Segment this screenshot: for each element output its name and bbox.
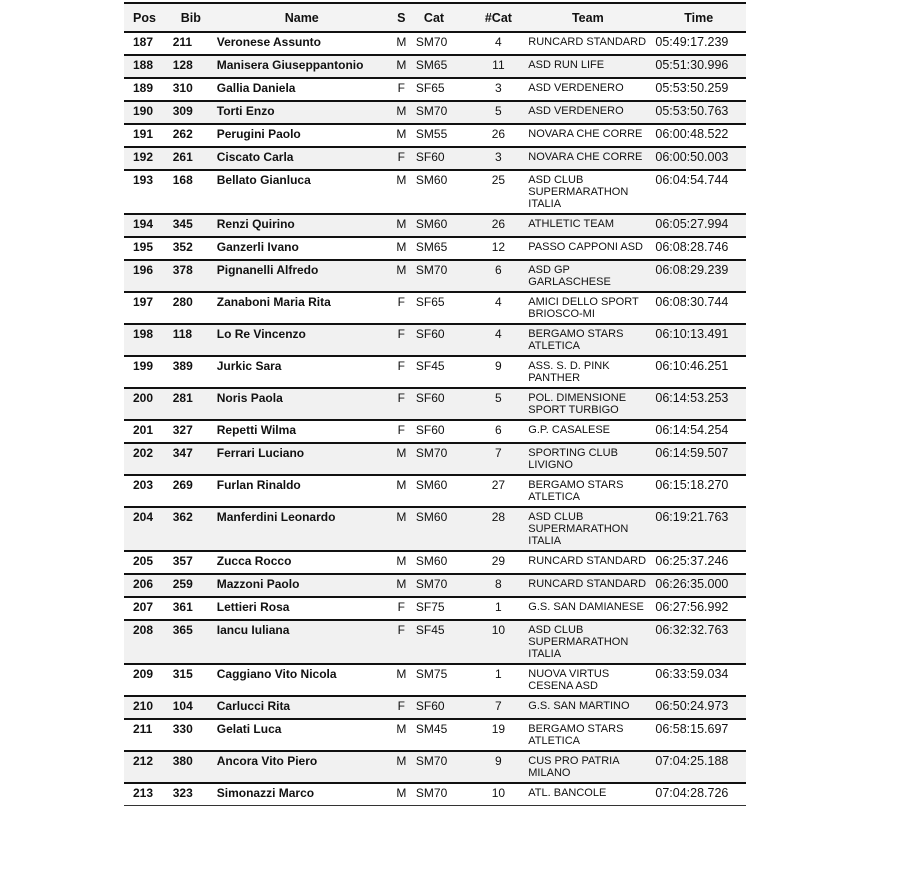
cell-name: Ferrari Luciano: [213, 443, 391, 475]
table-row: [124, 292, 746, 324]
cell-pos: 212: [124, 751, 169, 783]
header-time: Time: [651, 3, 746, 32]
cell-pos: 189: [124, 78, 169, 101]
cell-team: RUNCARD STANDARD: [524, 32, 651, 55]
cell-pos: 206: [124, 574, 169, 597]
table-header-row: [124, 3, 746, 32]
cell-category: SF65: [412, 292, 473, 324]
cell-sex: M: [391, 719, 412, 751]
table-row: [124, 751, 746, 783]
cell-sex: M: [391, 170, 412, 214]
cell-category: SM60: [412, 170, 473, 214]
cell-category-rank: 3: [473, 147, 525, 170]
cell-pos: 192: [124, 147, 169, 170]
cell-bib: 361: [169, 597, 213, 620]
cell-sex: M: [391, 55, 412, 78]
cell-category-rank: 28: [473, 507, 525, 551]
cell-team: ASD RUN LIFE: [524, 55, 651, 78]
cell-category-rank: 10: [473, 620, 525, 664]
cell-category-rank: 1: [473, 597, 525, 620]
cell-time: 06:10:13.491: [651, 324, 746, 356]
cell-bib: 389: [169, 356, 213, 388]
cell-category: SM60: [412, 507, 473, 551]
cell-pos: 187: [124, 32, 169, 55]
cell-team: CUS PRO PATRIA MILANO: [524, 751, 651, 783]
table-row: [124, 420, 746, 443]
cell-team: ASD GP GARLASCHESE: [524, 260, 651, 292]
cell-pos: 196: [124, 260, 169, 292]
cell-category: SM70: [412, 751, 473, 783]
cell-name: Noris Paola: [213, 388, 391, 420]
cell-time: 06:33:59.034: [651, 664, 746, 696]
table-row: [124, 551, 746, 574]
cell-pos: 204: [124, 507, 169, 551]
cell-time: 07:04:25.188: [651, 751, 746, 783]
cell-team: ASD VERDENERO: [524, 78, 651, 101]
cell-time: 06:15:18.270: [651, 475, 746, 507]
cell-bib: 378: [169, 260, 213, 292]
cell-team: BERGAMO STARS ATLETICA: [524, 475, 651, 507]
cell-sex: M: [391, 783, 412, 806]
cell-sex: F: [391, 78, 412, 101]
cell-bib: 323: [169, 783, 213, 806]
cell-name: Pignanelli Alfredo: [213, 260, 391, 292]
cell-time: 06:25:37.246: [651, 551, 746, 574]
cell-team: RUNCARD STANDARD: [524, 551, 651, 574]
cell-team: ASD CLUB SUPERMARATHON ITALIA: [524, 620, 651, 664]
cell-name: Gelati Luca: [213, 719, 391, 751]
table-row: [124, 214, 746, 237]
cell-category-rank: 7: [473, 443, 525, 475]
header-category: Cat: [412, 3, 473, 32]
cell-team: G.S. SAN DAMIANESE: [524, 597, 651, 620]
cell-sex: M: [391, 551, 412, 574]
cell-sex: F: [391, 696, 412, 719]
cell-pos: 191: [124, 124, 169, 147]
cell-name: Manisera Giuseppantonio: [213, 55, 391, 78]
cell-pos: 194: [124, 214, 169, 237]
cell-sex: M: [391, 507, 412, 551]
cell-category: SM75: [412, 664, 473, 696]
cell-category-rank: 10: [473, 783, 525, 806]
cell-category-rank: 9: [473, 356, 525, 388]
cell-category: SF45: [412, 356, 473, 388]
cell-category: SM70: [412, 260, 473, 292]
cell-time: 05:53:50.763: [651, 101, 746, 124]
cell-pos: 190: [124, 101, 169, 124]
cell-time: 06:08:30.744: [651, 292, 746, 324]
table-row: [124, 147, 746, 170]
cell-sex: F: [391, 597, 412, 620]
cell-time: 05:53:50.259: [651, 78, 746, 101]
cell-name: Ciscato Carla: [213, 147, 391, 170]
cell-name: Lettieri Rosa: [213, 597, 391, 620]
cell-pos: 213: [124, 783, 169, 806]
table-row: [124, 388, 746, 420]
cell-category-rank: 4: [473, 324, 525, 356]
cell-sex: M: [391, 101, 412, 124]
table-row: [124, 443, 746, 475]
cell-sex: M: [391, 32, 412, 55]
cell-sex: M: [391, 124, 412, 147]
cell-category-rank: 4: [473, 32, 525, 55]
cell-name: Mazzoni Paolo: [213, 574, 391, 597]
header-bib: Bib: [169, 3, 213, 32]
cell-pos: 201: [124, 420, 169, 443]
cell-bib: 352: [169, 237, 213, 260]
table-row: [124, 597, 746, 620]
table-row: [124, 664, 746, 696]
cell-name: Jurkic Sara: [213, 356, 391, 388]
cell-team: ASD CLUB SUPERMARATHON ITALIA: [524, 507, 651, 551]
cell-bib: 211: [169, 32, 213, 55]
cell-category: SM65: [412, 237, 473, 260]
cell-category: SF65: [412, 78, 473, 101]
cell-time: 06:32:32.763: [651, 620, 746, 664]
cell-bib: 365: [169, 620, 213, 664]
cell-bib: 104: [169, 696, 213, 719]
cell-category: SM70: [412, 574, 473, 597]
cell-name: Furlan Rinaldo: [213, 475, 391, 507]
cell-pos: 209: [124, 664, 169, 696]
cell-pos: 197: [124, 292, 169, 324]
cell-name: Ganzerli Ivano: [213, 237, 391, 260]
cell-category: SM55: [412, 124, 473, 147]
cell-pos: 205: [124, 551, 169, 574]
table-row: [124, 170, 746, 214]
cell-team: NUOVA VIRTUS CESENA ASD: [524, 664, 651, 696]
cell-team: ASD CLUB SUPERMARATHON ITALIA: [524, 170, 651, 214]
header-name: Name: [213, 3, 391, 32]
cell-category: SF60: [412, 420, 473, 443]
header-team: Team: [524, 3, 651, 32]
cell-time: 06:19:21.763: [651, 507, 746, 551]
cell-category-rank: 12: [473, 237, 525, 260]
cell-category: SM45: [412, 719, 473, 751]
cell-sex: F: [391, 324, 412, 356]
cell-sex: F: [391, 620, 412, 664]
table-row: [124, 507, 746, 551]
cell-sex: M: [391, 237, 412, 260]
cell-bib: 262: [169, 124, 213, 147]
table-row: [124, 620, 746, 664]
cell-category-rank: 5: [473, 388, 525, 420]
cell-time: 05:49:17.239: [651, 32, 746, 55]
cell-bib: 118: [169, 324, 213, 356]
table-row: [124, 783, 746, 806]
cell-category-rank: 27: [473, 475, 525, 507]
cell-bib: 261: [169, 147, 213, 170]
cell-time: 06:27:56.992: [651, 597, 746, 620]
cell-name: Manferdini Leonardo: [213, 507, 391, 551]
cell-pos: 193: [124, 170, 169, 214]
cell-bib: 357: [169, 551, 213, 574]
header-sex: S: [391, 3, 412, 32]
table-body: [124, 32, 746, 806]
cell-pos: 188: [124, 55, 169, 78]
cell-category-rank: 8: [473, 574, 525, 597]
cell-sex: M: [391, 475, 412, 507]
cell-category: SF60: [412, 147, 473, 170]
cell-pos: 208: [124, 620, 169, 664]
cell-name: Torti Enzo: [213, 101, 391, 124]
cell-category: SM70: [412, 101, 473, 124]
cell-name: Zanaboni Maria Rita: [213, 292, 391, 324]
cell-team: RUNCARD STANDARD: [524, 574, 651, 597]
cell-pos: 210: [124, 696, 169, 719]
cell-category-rank: 7: [473, 696, 525, 719]
cell-name: Bellato Gianluca: [213, 170, 391, 214]
cell-category: SM70: [412, 443, 473, 475]
cell-team: NOVARA CHE CORRE: [524, 124, 651, 147]
cell-bib: 362: [169, 507, 213, 551]
cell-category-rank: 19: [473, 719, 525, 751]
cell-sex: M: [391, 664, 412, 696]
cell-pos: 195: [124, 237, 169, 260]
cell-bib: 310: [169, 78, 213, 101]
cell-name: Caggiano Vito Nicola: [213, 664, 391, 696]
cell-time: 06:00:50.003: [651, 147, 746, 170]
cell-sex: F: [391, 420, 412, 443]
cell-sex: F: [391, 147, 412, 170]
cell-team: POL. DIMENSIONE SPORT TURBIGO: [524, 388, 651, 420]
cell-pos: 198: [124, 324, 169, 356]
cell-bib: 281: [169, 388, 213, 420]
cell-category-rank: 3: [473, 78, 525, 101]
table-row: [124, 124, 746, 147]
cell-category-rank: 9: [473, 751, 525, 783]
cell-category-rank: 11: [473, 55, 525, 78]
cell-sex: M: [391, 574, 412, 597]
cell-time: 06:04:54.744: [651, 170, 746, 214]
cell-bib: 168: [169, 170, 213, 214]
cell-category-rank: 1: [473, 664, 525, 696]
cell-category: SM60: [412, 551, 473, 574]
cell-bib: 327: [169, 420, 213, 443]
cell-name: Lo Re Vincenzo: [213, 324, 391, 356]
cell-sex: M: [391, 260, 412, 292]
cell-time: 06:14:59.507: [651, 443, 746, 475]
table-row: [124, 719, 746, 751]
cell-bib: 280: [169, 292, 213, 324]
cell-sex: M: [391, 214, 412, 237]
cell-bib: 345: [169, 214, 213, 237]
cell-name: Ancora Vito Piero: [213, 751, 391, 783]
cell-pos: 202: [124, 443, 169, 475]
cell-bib: 315: [169, 664, 213, 696]
cell-bib: 309: [169, 101, 213, 124]
table-row: [124, 237, 746, 260]
cell-category: SF60: [412, 324, 473, 356]
cell-sex: M: [391, 751, 412, 783]
cell-team: G.S. SAN MARTINO: [524, 696, 651, 719]
cell-name: Repetti Wilma: [213, 420, 391, 443]
cell-sex: F: [391, 388, 412, 420]
cell-category-rank: 6: [473, 420, 525, 443]
cell-name: Simonazzi Marco: [213, 783, 391, 806]
cell-category: SF45: [412, 620, 473, 664]
cell-category-rank: 26: [473, 124, 525, 147]
cell-time: 06:50:24.973: [651, 696, 746, 719]
table-row: [124, 574, 746, 597]
cell-team: ATHLETIC TEAM: [524, 214, 651, 237]
cell-sex: M: [391, 443, 412, 475]
cell-name: Carlucci Rita: [213, 696, 391, 719]
cell-category-rank: 4: [473, 292, 525, 324]
cell-time: 06:00:48.522: [651, 124, 746, 147]
table-row: [124, 55, 746, 78]
cell-category-rank: 6: [473, 260, 525, 292]
table-row: [124, 475, 746, 507]
cell-name: Veronese Assunto: [213, 32, 391, 55]
cell-category: SF60: [412, 696, 473, 719]
cell-bib: 128: [169, 55, 213, 78]
cell-bib: 380: [169, 751, 213, 783]
cell-team: SPORTING CLUB LIVIGNO: [524, 443, 651, 475]
cell-category: SM60: [412, 475, 473, 507]
header-category-rank: #Cat: [473, 3, 525, 32]
cell-team: NOVARA CHE CORRE: [524, 147, 651, 170]
cell-name: Zucca Rocco: [213, 551, 391, 574]
table-row: [124, 696, 746, 719]
cell-time: 05:51:30.996: [651, 55, 746, 78]
cell-category: SM70: [412, 32, 473, 55]
cell-category: SF60: [412, 388, 473, 420]
table-row: [124, 101, 746, 124]
cell-name: Perugini Paolo: [213, 124, 391, 147]
cell-category-rank: 26: [473, 214, 525, 237]
cell-team: BERGAMO STARS ATLETICA: [524, 719, 651, 751]
cell-time: 06:14:53.253: [651, 388, 746, 420]
cell-bib: 347: [169, 443, 213, 475]
cell-category: SM60: [412, 214, 473, 237]
cell-team: ASS. S. D. PINK PANTHER: [524, 356, 651, 388]
cell-time: 07:04:28.726: [651, 783, 746, 806]
cell-name: Gallia Daniela: [213, 78, 391, 101]
cell-sex: F: [391, 356, 412, 388]
cell-team: ATL. BANCOLE: [524, 783, 651, 806]
cell-team: AMICI DELLO SPORT BRIOSCO-MI: [524, 292, 651, 324]
cell-time: 06:08:28.746: [651, 237, 746, 260]
cell-time: 06:26:35.000: [651, 574, 746, 597]
cell-pos: 200: [124, 388, 169, 420]
table-row: [124, 324, 746, 356]
cell-category: SM65: [412, 55, 473, 78]
cell-name: Renzi Quirino: [213, 214, 391, 237]
cell-time: 06:58:15.697: [651, 719, 746, 751]
table-row: [124, 32, 746, 55]
cell-bib: 259: [169, 574, 213, 597]
header-pos: Pos: [124, 3, 169, 32]
cell-time: 06:05:27.994: [651, 214, 746, 237]
cell-pos: 211: [124, 719, 169, 751]
cell-time: 06:08:29.239: [651, 260, 746, 292]
cell-category-rank: 5: [473, 101, 525, 124]
cell-time: 06:10:46.251: [651, 356, 746, 388]
results-table: [124, 2, 746, 806]
cell-time: 06:14:54.254: [651, 420, 746, 443]
cell-category-rank: 29: [473, 551, 525, 574]
cell-team: ASD VERDENERO: [524, 101, 651, 124]
cell-category-rank: 25: [473, 170, 525, 214]
cell-bib: 269: [169, 475, 213, 507]
cell-team: G.P. CASALESE: [524, 420, 651, 443]
cell-category: SM70: [412, 783, 473, 806]
table-row: [124, 78, 746, 101]
cell-pos: 203: [124, 475, 169, 507]
cell-sex: F: [391, 292, 412, 324]
cell-team: PASSO CAPPONI ASD: [524, 237, 651, 260]
cell-name: Iancu Iuliana: [213, 620, 391, 664]
table-row: [124, 260, 746, 292]
cell-bib: 330: [169, 719, 213, 751]
cell-team: BERGAMO STARS ATLETICA: [524, 324, 651, 356]
cell-pos: 199: [124, 356, 169, 388]
table-row: [124, 356, 746, 388]
cell-category: SF75: [412, 597, 473, 620]
cell-pos: 207: [124, 597, 169, 620]
